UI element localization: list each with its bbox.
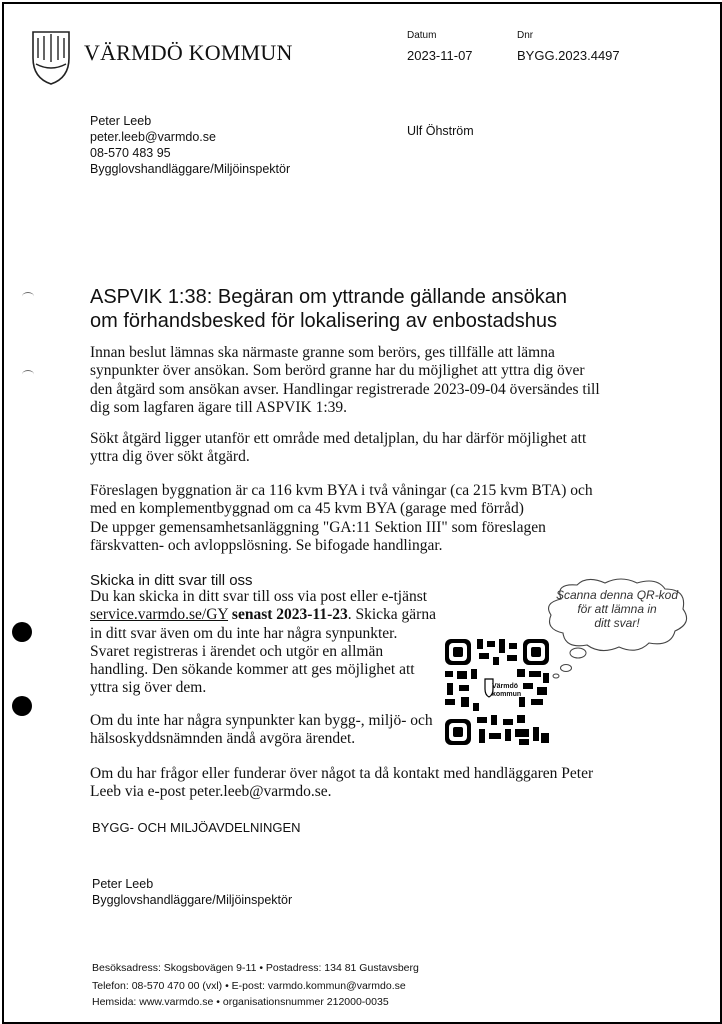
text-line: Sökt åtgärd ligger utanför ett område med detaljplan, du har därför möjlighet att — [90, 430, 587, 447]
organization-name: VÄRMDÖ KOMMUN — [84, 40, 293, 65]
footer-website: Hemsida: www.varmdo.se • organisationsnummer 212000-0035 — [92, 996, 389, 1008]
qr-logo-text — [492, 683, 521, 699]
title-line: ASPVIK 1:38: Begäran om yttrande gällande ansökan — [90, 286, 567, 308]
qr-logo-line: Värmdö — [492, 683, 519, 690]
text-line: yttra dig över sökt åtgärd. — [90, 448, 250, 466]
qr-logo-line: kommun — [492, 691, 522, 698]
no-objection-paragraph — [90, 712, 450, 749]
text-line: Leeb via e-post peter.leeb@varmdo.se. — [90, 783, 332, 801]
punch-hole — [12, 622, 32, 642]
sender-email: peter.leeb@varmdo.se — [90, 130, 216, 144]
municipality-logo-icon — [30, 28, 72, 86]
text-line: dig som lagfaren ägare till ASPVIK 1:39. — [90, 398, 347, 416]
text-line: Om du inte har några synpunkter kan bygg-, miljö- och — [90, 712, 433, 729]
text-line: med en komplementbyggnad om ca 45 kvm BYA (garage med förråd) — [90, 500, 524, 518]
title-line: om förhandsbesked för lokalisering av enbostadshus — [90, 310, 557, 332]
detaljplan-paragraph — [90, 430, 610, 467]
text-line: den åtgärd som ansökan avser. Handlingar registrerade 2023-09-04 översändes till — [90, 380, 600, 398]
text-line: Innan beslut lämnas ska närmaste granne som berörs, ges tillfälle att lämna — [90, 344, 555, 361]
department-name: BYGG- OCH MILJÖAVDELNINGEN — [92, 820, 301, 835]
text-line: De uppger gemensamhetsanläggning "GA:11 Sektion III" som föreslagen — [90, 518, 546, 536]
byggnation-paragraph — [90, 482, 610, 555]
dnr-value: BYGG.2023.4497 — [517, 48, 620, 63]
punch-hole — [12, 696, 32, 716]
text-line: in ditt svar även om du inte har några synpunkter. — [90, 624, 398, 642]
text-line: färskvatten- och avloppslösning. Se bifogade handlingar. — [90, 536, 443, 554]
reply-paragraph — [90, 588, 440, 698]
qr-callout-text — [548, 588, 686, 630]
sender-phone: 08-570 483 95 — [90, 146, 171, 160]
signature-role: Bygglovshandläggare/Miljöinspektör — [92, 893, 293, 907]
contact-paragraph — [90, 765, 610, 802]
date-label: Datum — [407, 30, 437, 41]
deadline: senast 2023-11-23 — [231, 606, 348, 624]
letter-title — [90, 285, 610, 333]
callout-line: ditt svar! — [594, 616, 640, 630]
callout-line: Scanna denna QR-kod — [555, 588, 679, 602]
dnr-label: Dnr — [517, 30, 534, 41]
fold-mark — [22, 292, 34, 301]
text-line: Föreslagen byggnation är ca 116 kvm BYA i två våningar (ca 215 kvm BTA) och — [90, 482, 593, 499]
sender-name: Peter Leeb — [90, 114, 152, 128]
sender-block — [90, 113, 290, 177]
fold-mark — [22, 370, 34, 379]
text-line: Om du har frågor eller funderar över något ta då kontakt med handläggaren Peter — [90, 765, 594, 782]
footer-address: Besöksadress: Skogsbovägen 9-11 • Postadress: 134 81 Gustavsberg — [92, 962, 419, 974]
text-line — [90, 606, 440, 624]
text-line: synpunkter över ansökan. Som berörd granne har du möjlighet att yttra dig över — [90, 362, 585, 380]
text-line: Svaret registreras i ärendet och utgör en allmän — [90, 642, 384, 660]
signature-block — [92, 876, 292, 908]
footer-contact: Telefon: 08-570 470 00 (vxl) • E-post: varmdo.kommun@varmdo.se — [92, 980, 406, 992]
text-fragment: . Skicka gärna — [347, 606, 436, 624]
signature-name: Peter Leeb — [92, 877, 154, 891]
intro-paragraph — [90, 344, 610, 417]
text-line: yttra sig över dem. — [90, 679, 207, 697]
recipient-name: Ulf Öhström — [407, 124, 474, 138]
sender-role: Bygglovshandläggare/Miljöinspektör — [90, 162, 291, 176]
thought-bubble-dots-icon — [548, 644, 588, 680]
reply-heading: Skicka in ditt svar till oss — [90, 572, 253, 589]
eservice-link[interactable]: service.varmdo.se/GY — [90, 606, 229, 624]
text-line: hälsoskyddsnämnden ändå avgöra ärendet. — [90, 730, 356, 748]
date-value: 2023-11-07 — [407, 48, 473, 63]
callout-line: för att lämna in — [577, 602, 657, 616]
text-line: Du kan skicka in ditt svar till oss via post eller e-tjänst — [90, 588, 428, 605]
text-line: handling. Den sökande kommer att ges möjlighet att — [90, 661, 415, 679]
